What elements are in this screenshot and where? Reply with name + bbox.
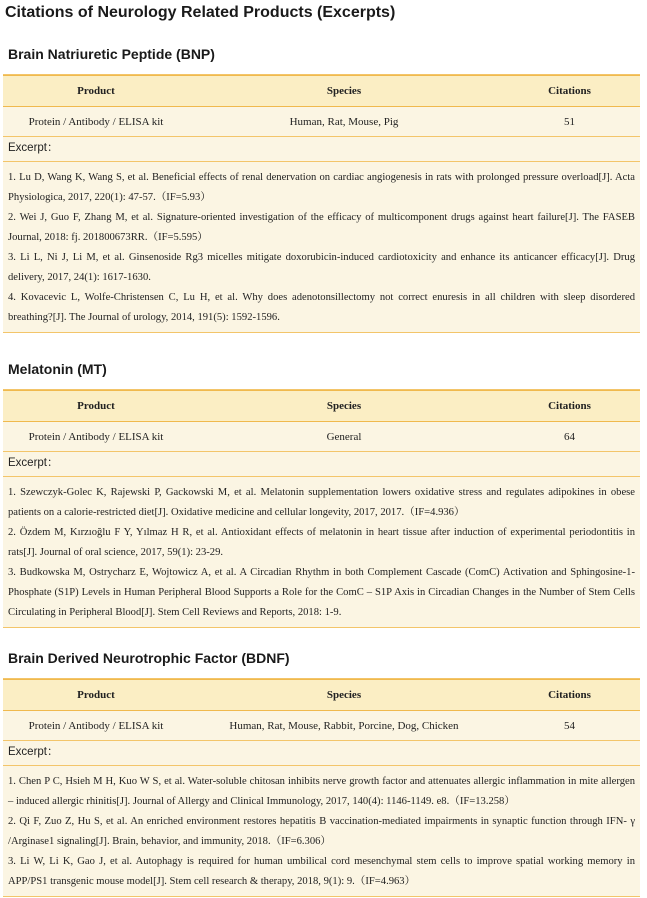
table-row <box>3 711 640 741</box>
product-table <box>3 75 640 137</box>
cell-product: Protein / Antibody / ELISA kit <box>3 107 189 137</box>
cell-species: Human, Rat, Mouse, Pig <box>189 107 499 137</box>
product-block <box>3 389 640 628</box>
cell-citations: 51 <box>499 107 640 137</box>
header-product: Product <box>3 76 189 107</box>
header-citations: Citations <box>499 680 640 711</box>
reference-item: 4. Kovacevic L, Wolfe-Christensen C, Lu H, et al. Why does adenotonsillectomy not correct enuresis in all children with sleep disordered breathing?[J]. The Journal of urology, 2014, 191(5): 1592-1596. <box>8 292 635 323</box>
table-row <box>3 107 640 137</box>
reference-list <box>3 766 640 896</box>
product-block <box>3 74 640 333</box>
cell-product: Protein / Antibody / ELISA kit <box>3 422 189 452</box>
reference-item: 3. Budkowska M, Ostrycharz E, Wojtowicz A, et al. A Circadian Rhythm in both Complement Cascade (ComC) Activation and Sphingosine-1-Phosphate (S1P) Levels in Human Peripheral Blood Supports a Role for the ComC – S1P Axis in Circadian Changes in the Number of Stem Cells Circulating in Peripheral Blood[J]. Stem Cell Reviews and Reports, 2018: 1-9. <box>8 567 635 618</box>
reference-item: 1. Szewczyk-Golec K, Rajewski P, Gackowski M, et al. Melatonin supplementation lowers oxidative stress and regulates adipokines in obese patients on a calorie-restricted diet[J]. Oxidative medicine and cellular longevity, 2017, 2017.（IF=4.936） <box>8 487 635 518</box>
excerpt-label: Excerpt： <box>3 137 640 162</box>
header-product: Product <box>3 680 189 711</box>
table-header-row <box>3 680 640 711</box>
product-table <box>3 390 640 452</box>
cell-citations: 64 <box>499 422 640 452</box>
cell-citations: 54 <box>499 711 640 741</box>
reference-item: 3. Li W, Li K, Gao J, et al. Autophagy is required for human umbilical cord mesenchymal stem cells to improve spatial working memory in APP/PS1 transgenic mouse model[J]. Stem cell research & therapy, 2018, 9(1): 9.（IF=4.963） <box>8 856 635 887</box>
reference-list <box>3 162 640 332</box>
cell-product: Protein / Antibody / ELISA kit <box>3 711 189 741</box>
reference-item: 1. Chen P C, Hsieh M H, Kuo W S, et al. Water-soluble chitosan inhibits nerve growth factor and attenuates allergic inflammation in mite allergen – induced allergic rhinitis[J]. Journal of Allergy and Clinical Immunology, 2017, 140(4): 1146-1149. e8.（IF=13.258） <box>8 776 635 807</box>
cell-species: General <box>189 422 499 452</box>
excerpt-label: Excerpt： <box>3 741 640 766</box>
cell-species: Human, Rat, Mouse, Rabbit, Porcine, Dog, Chicken <box>189 711 499 741</box>
reference-item: 3. Li L, Ni J, Li M, et al. Ginsenoside Rg3 micelles mitigate doxorubicin-induced cardiotoxicity and enhance its anticancer efficacy[J]. Drug delivery, 2017, 24(1): 1617-1630. <box>8 252 635 283</box>
header-citations: Citations <box>499 391 640 422</box>
header-species: Species <box>189 391 499 422</box>
header-species: Species <box>189 76 499 107</box>
section-title: Brain Derived Neurotrophic Factor (BDNF) <box>8 650 290 666</box>
table-row <box>3 422 640 452</box>
reference-item: 2. Özdem M, Kırzıoğlu F Y, Yılmaz H R, et al. Antioxidant effects of melatonin in heart tissue after induction of experimental periodontitis in rats[J]. Journal of oral science, 2017, 59(1): 23-29. <box>8 527 635 558</box>
table-header-row <box>3 76 640 107</box>
header-species: Species <box>189 680 499 711</box>
excerpt-label: Excerpt： <box>3 452 640 477</box>
product-block <box>3 678 640 897</box>
table-header-row <box>3 391 640 422</box>
product-table <box>3 679 640 741</box>
page-title: Citations of Neurology Related Products (Excerpts) <box>5 4 396 21</box>
reference-item: 2. Wei J, Guo F, Zhang M, et al. Signature-oriented investigation of the efficacy of multicomponent drugs against heart failure[J]. The FASEB Journal, 2018: fj. 201800673RR.（IF=5.595） <box>8 212 635 243</box>
header-product: Product <box>3 391 189 422</box>
section-title: Melatonin (MT) <box>8 361 107 377</box>
reference-item: 2. Qi F, Zuo Z, Hu S, et al. An enriched environment restores hepatitis B vaccination-mediated impairments in synaptic function through IFN- γ /Arginase1 signaling[J]. Brain, behavior, and immunity, 2018.（IF=6.306） <box>8 816 635 847</box>
reference-item: 1. Lu D, Wang K, Wang S, et al. Beneficial effects of renal denervation on cardiac angiogenesis in rats with prolonged pressure overload[J]. Acta Physiologica, 2017, 220(1): 47-57.（IF=5.93） <box>8 172 635 203</box>
section-title: Brain Natriuretic Peptide (BNP) <box>8 46 215 62</box>
reference-list <box>3 477 640 627</box>
header-citations: Citations <box>499 76 640 107</box>
